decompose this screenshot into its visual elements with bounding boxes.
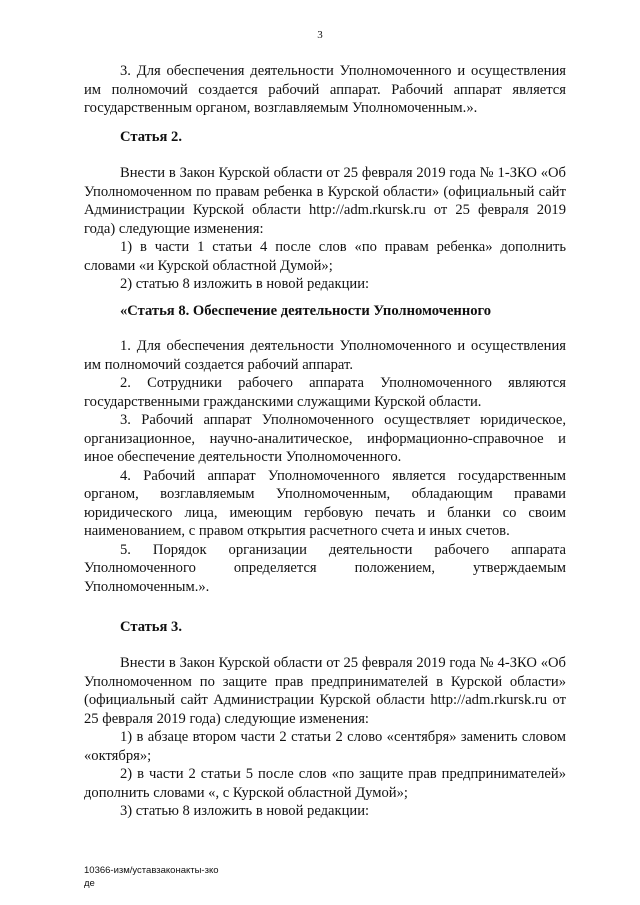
paragraph-3-apparatus (84, 62, 566, 118)
article-3-heading-block (84, 618, 566, 637)
paragraph: 1) в части 1 статьи 4 после слов «по правам ребенка» дополнить словами «и Курской областной Думой»; (84, 239, 566, 274)
paragraph: Внести в Закон Курской области от 25 февраля 2019 года № 1-ЗКО «Об Уполномоченном по правам ребенка в Курской области» (официальный сайт Администрации Курской области http://adm.rkursk.ru от 25 февраля 2019 года) следующие изменения: (84, 165, 566, 237)
footer-code: 10366-изм/уставзаконакты-зко (84, 865, 219, 876)
paragraph: 1. Для обеспечения деятельности Уполномоченного и осуществления им полномочий создается рабочий аппарат. (84, 338, 566, 373)
article-8-heading-block (84, 302, 566, 321)
paragraph: 3) статью 8 изложить в новой редакции: (120, 803, 370, 819)
paragraph: 4. Рабочий аппарат Уполномоченного является государственным органом, возглавляемым Уполномоченным, обладающим правами юридического лица, имеющим гербовую печать и бланки со своим наименованием, с правом открытия расчетного счета и иных счетов. (84, 467, 566, 539)
paragraph: 3. Для обеспечения деятельности Уполномоченного и осуществления им полномочий создается рабочий аппарат. Рабочий аппарат является государственным органом, возглавляемым Уполномоченным.». (84, 63, 566, 116)
article-2-heading: Статья 2. (120, 129, 182, 145)
article-8-heading: «Статья 8. Обеспечение деятельности Уполномоченного (120, 303, 492, 319)
paragraph: 5. Порядок организации деятельности рабочего аппарата Уполномоченного определяется положением, утверждаемым Уполномоченным.». (84, 541, 566, 595)
paragraph: 1) в абзаце втором части 2 статьи 2 слово «сентября» заменить словом «октября»; (84, 729, 566, 764)
paragraph: 2. Сотрудники рабочего аппарата Уполномоченного являются государственными гражданскими служащими Курской области. (84, 375, 566, 410)
article-3-heading: Статья 3. (120, 619, 182, 635)
paragraph: Внести в Закон Курской области от 25 февраля 2019 года № 4-ЗКО «Об Уполномоченном по защите прав предпринимателей в Курской области» (официальный сайт Администрации Курской области http://adm.rkursk.ru от 25 февраля 2019 года) следующие изменения: (84, 655, 566, 727)
article-2-heading-block (84, 128, 566, 147)
article-3-body (84, 654, 566, 821)
paragraph: 2) статью 8 изложить в новой редакции: (120, 276, 370, 292)
paragraph: 3. Рабочий аппарат Уполномоченного осуществляет юридическое, организационное, научно-аналитическое, информационно-справочное и иное обеспечение деятельности Уполномоченного. (84, 412, 566, 465)
document-footer (84, 864, 219, 890)
footer-suffix: де (84, 878, 95, 889)
page-number: 3 (317, 29, 323, 41)
paragraph: 2) в части 2 статьи 5 после слов «по защите прав предпринимателей» дополнить словами «, с Курской областной Думой»; (84, 766, 566, 801)
article-8-body (84, 337, 566, 596)
article-2-body (84, 164, 566, 294)
